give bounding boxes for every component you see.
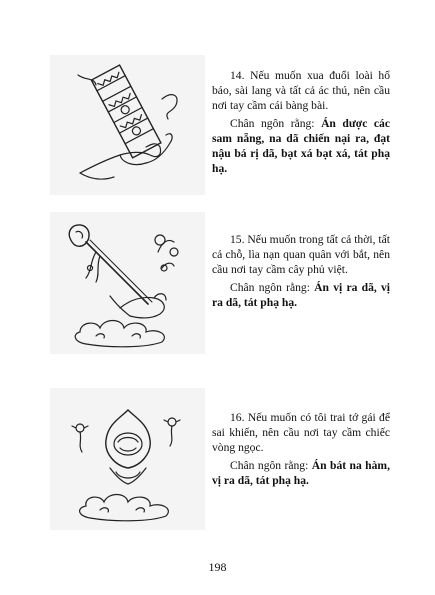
hand-holding-axe-icon [50,212,205,354]
instruction-14: 14. Nếu muốn xua đuổi loài hổ báo, sài lang và tất cả ác thú, nên cầu nơi tay cầm cái bàng bài. [212,69,390,112]
mantra-text: Án vị ra dã, vị ra dã, tát phạ hạ. [212,281,391,309]
mantra-14 [212,116,390,176]
mantra-text: Án bát na hàm, vị ra dã, tát phạ hạ. [212,459,390,487]
instruction-15: 15. Nếu muốn trong tất cả thời, tất cả chỗ, lìa nạn quan quân với bắt, nên cầu nơi tay cầm cây phủ việt. [212,233,390,276]
hand-holding-shield-illustration [50,55,205,195]
mantra-label: Chân ngôn rằng: [230,459,309,472]
mantra-label: Chân ngôn rằng: [230,117,315,130]
hand-holding-axe-illustration [50,212,205,354]
mantra-label: Chân ngôn rằng: [230,281,310,294]
hand-holding-jade-ring-illustration [50,388,205,530]
hand-holding-shield-icon [50,55,205,195]
mantra-15 [212,280,390,310]
instruction-16: 16. Nếu muốn có tôi trai tớ gái để sai khiến, nên cầu nơi tay cầm chiếc vòng ngọc. [212,411,390,454]
page-number: 198 [208,560,227,574]
mantra-text: Án dược các sam nẵng, na dã chiến nại ra, đạt nậu bá rị dã, bạt xá bạt xá, tát phạ hạ. [212,117,390,175]
mantra-16 [212,458,390,488]
hand-holding-jade-ring-icon [50,388,205,530]
